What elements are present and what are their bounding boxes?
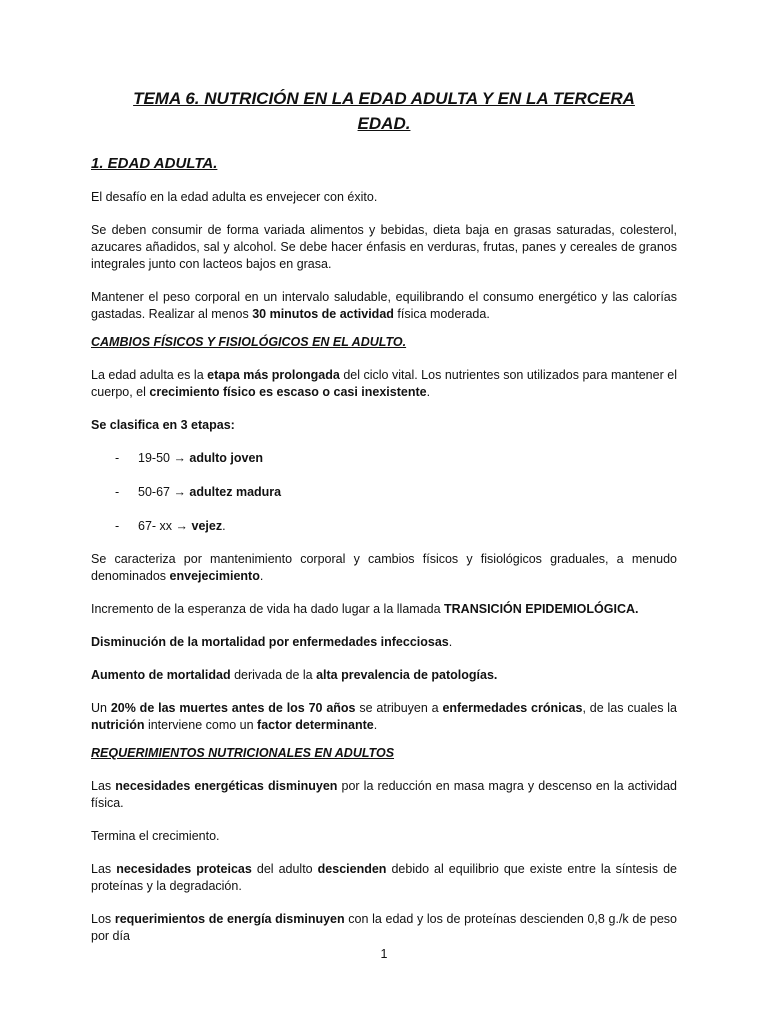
paragraph-crecimiento: Termina el crecimiento. xyxy=(91,829,220,843)
paragraph-dieta: Se deben consumir de forma variada alimentos y bebidas, dieta baja en grasas saturadas, colesterol, azucares añadidos, sal y alcohol. Se debe hacer énfasis en verduras, frutas, panes y cereales de granos integrales junto con lacteos bajos en grasa. xyxy=(91,223,677,271)
section-heading-edad-adulta: 1. EDAD ADULTA. xyxy=(91,155,218,172)
stages-list xyxy=(91,450,677,535)
list-item: - 50-67 → adultez madura xyxy=(115,485,282,499)
paragraph-transicion: Incremento de la esperanza de vida ha dado lugar a la llamada TRANSICIÓN EPIDEMIOLÓGICA. xyxy=(91,602,639,616)
list-item: - 19-50 → adulto joven xyxy=(115,451,264,465)
title-line-1: TEMA 6. NUTRICIÓN EN LA EDAD ADULTA Y EN LA TERCERA xyxy=(133,89,635,108)
document-title xyxy=(91,86,677,136)
paragraph-proteicas: Las necesidades proteicas del adulto descienden debido al equilibrio que existe entre la síntesis de proteínas y la degradación. xyxy=(91,862,677,893)
list-item: - 67- xx → vejez. xyxy=(115,519,226,533)
title-line-2: EDAD. xyxy=(357,114,411,133)
paragraph-clasifica: Se clasifica en 3 etapas: xyxy=(91,418,235,432)
paragraph-envejecimiento: Se caracteriza por mantenimiento corporal y cambios físicos y fisiológicos graduales, a menudo denominados envejecimiento. xyxy=(91,552,677,583)
paragraph-requerimientos-energia: Los requerimientos de energía disminuyen con la edad y los de proteínas descienden 0,8 g./k de peso por día xyxy=(91,912,678,943)
paragraph-peso-corporal: Mantener el peso corporal en un intervalo saludable, equilibrando el consumo energético y las calorías gastadas. Realizar al menos 30 minutos de actividad física moderada. xyxy=(91,290,677,321)
paragraph-aumento: Aumento de mortalidad derivada de la alta prevalencia de patologías. xyxy=(91,668,498,682)
page-number: 1 xyxy=(380,947,388,961)
paragraph-cronicas: Un 20% de las muertes antes de los 70 años se atribuyen a enfermedades crónicas, de las cuales la nutrición interviene como un factor determinante. xyxy=(91,701,678,732)
paragraph-energeticas: Las necesidades energéticas disminuyen por la reducción en masa magra y descenso en la actividad física. xyxy=(91,779,677,810)
paragraph-disminucion: Disminución de la mortalidad por enfermedades infecciosas. xyxy=(91,635,453,649)
subheading-cambios-fisicos: CAMBIOS FÍSICOS Y FISIOLÓGICOS EN EL ADULTO. xyxy=(91,335,407,349)
subheading-requerimientos: REQUERIMIENTOS NUTRICIONALES EN ADULTOS xyxy=(91,746,395,760)
paragraph-etapa-prolongada: La edad adulta es la etapa más prolongada del ciclo vital. Los nutrientes son utilizados para mantener el cuerpo, el crecimiento físico es escaso o casi inexistente. xyxy=(91,368,677,399)
page-content xyxy=(91,86,677,945)
paragraph-desafio: El desafío en la edad adulta es envejecer con éxito. xyxy=(91,190,378,204)
